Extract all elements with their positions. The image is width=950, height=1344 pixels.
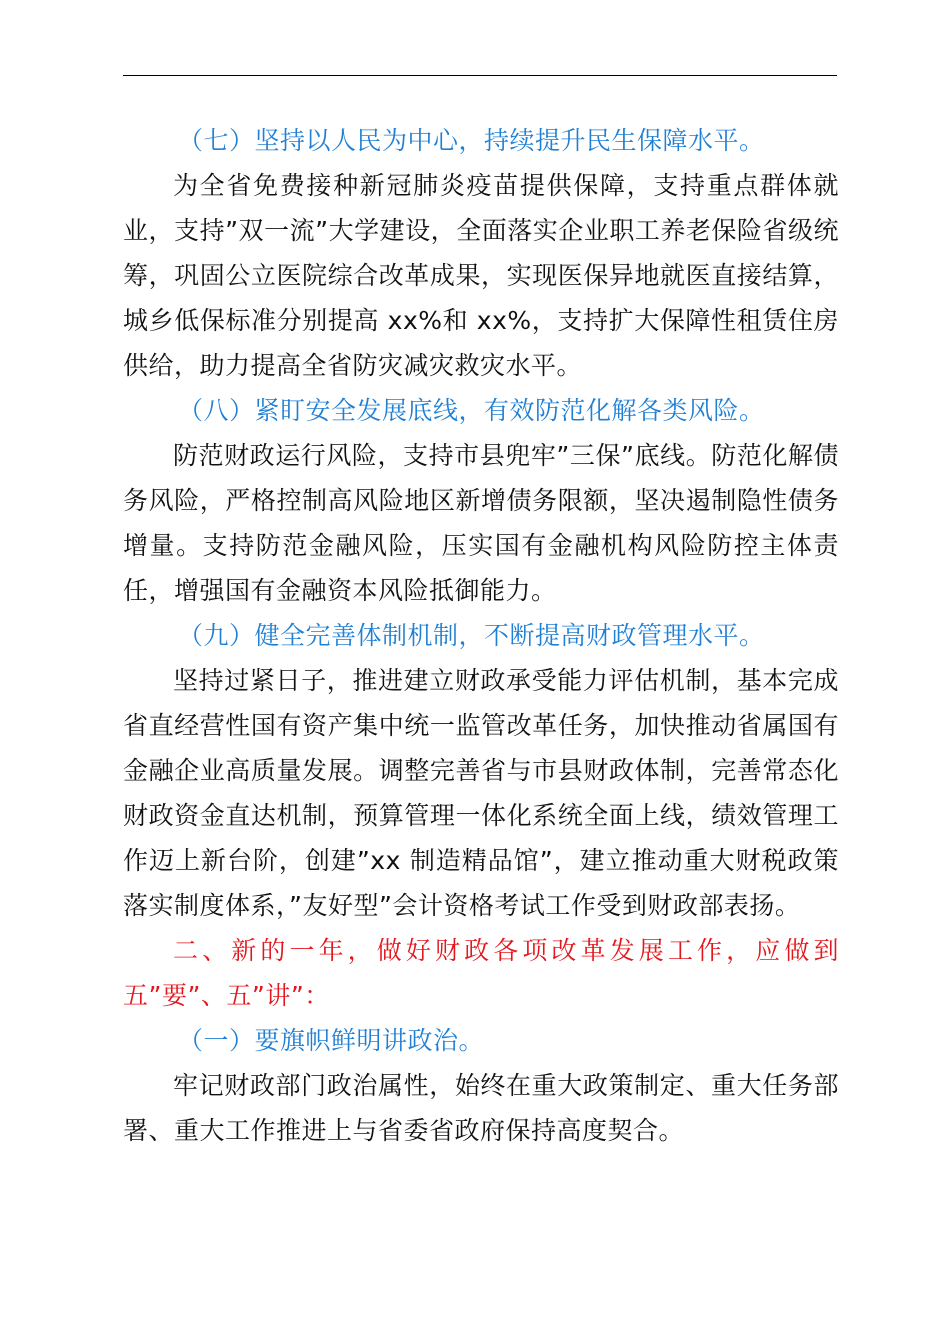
section-heading-8: （八）紧盯安全发展底线，有效防范化解各类风险。 — [178, 396, 765, 425]
paragraph-politics: 牢记财政部门政治属性，始终在重大政策制定、重大任务部署、重大工作推进上与省委省政府保持高度契合。 — [123, 1071, 839, 1145]
paragraph-management: 坚持过紧日子，推进建立财政承受能力评估机制，基本完成省直经营性国有资产集中统一监管改革任务，加快推动省属国有金融企业高质量发展。调整完善省与市县财政体制，完善常态化财政资金直达机制，预算管理一体化系统全面上线，绩效管理工作迈上新台阶，创建”xx 制造精品馆”，建立推动重大财税政策落实制度体系，”友好型”会计资格考试工作受到财政部表扬。 — [123, 666, 839, 920]
paragraph-livelihood: 为全省免费接种新冠肺炎疫苗提供保障，支持重点群体就业，支持”双一流”大学建设，全面落实企业职工养老保险省级统筹，巩固公立医院综合改革成果，实现医保异地就医直接结算，城乡低保标准分别提高 xx%和 xx%，支持扩大保障性租赁住房供给，助力提高全省防灾减灾救灾水平。 — [123, 171, 839, 380]
subsection-heading-1: （一）要旗帜鲜明讲政治。 — [178, 1026, 485, 1055]
section-heading-9: （九）健全完善体制机制，不断提高财政管理水平。 — [178, 621, 765, 650]
document-body — [123, 118, 839, 1153]
paragraph-risk: 防范财政运行风险，支持市县兜牢”三保”底线。防范化解债务风险，严格控制高风险地区新增债务限额，坚决遏制隐性债务增量。支持防范金融风险，压实国有金融机构风险防控主体责任，增强国有金融资本风险抵御能力。 — [123, 441, 839, 605]
part-two-heading: 二、新的一年，做好财政各项改革发展工作，应做到五”要”、五”讲”： — [123, 936, 839, 1010]
header-rule — [123, 75, 837, 76]
section-heading-7: （七）坚持以人民为中心，持续提升民生保障水平。 — [178, 126, 765, 155]
